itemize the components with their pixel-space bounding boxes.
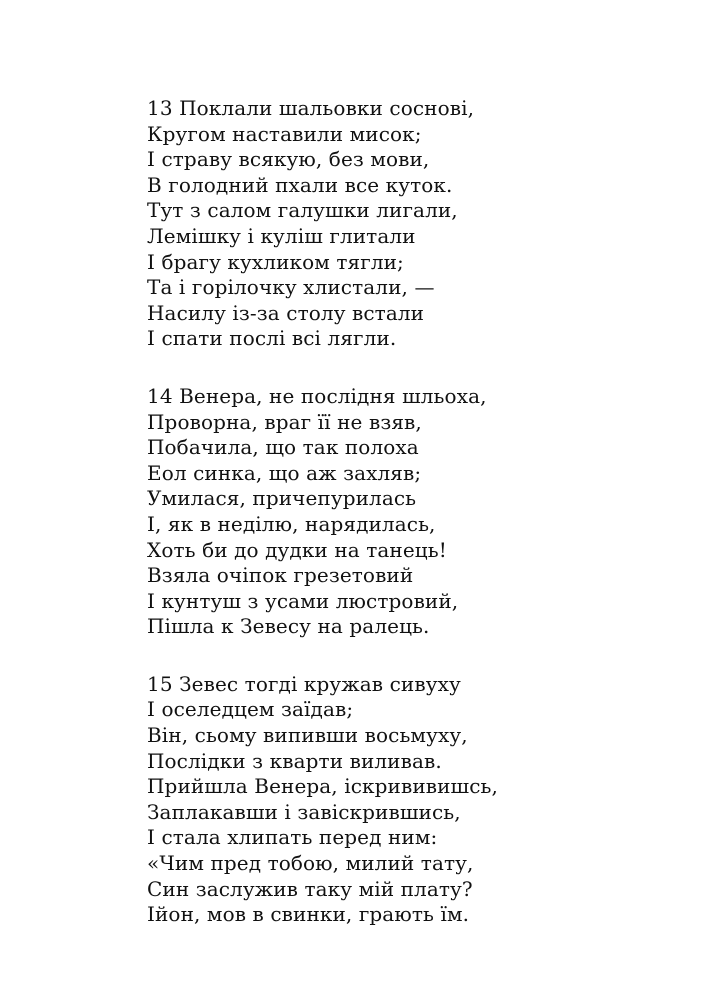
- poem-line: Взяла очіпок грезетовий: [147, 563, 414, 588]
- poem-line: Насилу із-за столу встали: [147, 300, 425, 325]
- poem-line: 13 Поклали шальовки соснові,: [147, 96, 475, 120]
- poem-line: Він, сьому випивши восьмуху,: [147, 723, 468, 748]
- poem-line: Син заслужив таку мій плату?: [147, 876, 473, 901]
- poem-line: Та і горілочку хлистали, —: [147, 275, 435, 300]
- poem-line: Послідки з кварти виливав.: [147, 748, 442, 773]
- poem-line: І, як в неділю, нарядилась,: [147, 511, 436, 536]
- poem-line: В голодний пхали все куток.: [147, 172, 453, 197]
- poem-line: Тут з салом галушки лигали,: [147, 198, 458, 223]
- poem-line: І стала хлипать перед ним:: [147, 825, 438, 850]
- poem-text: [147, 96, 707, 960]
- poem-line: Кругом наставили мисок;: [147, 121, 422, 146]
- poem-line: Еол синка, що аж захляв;: [147, 460, 422, 485]
- poem-line: 15 Зевес тогді кружав сивуху: [147, 671, 461, 696]
- stanza-14: [147, 384, 707, 640]
- poem-line: Заплакавши і завіскрившись,: [147, 799, 461, 824]
- poem-line: Побачила, що так полоха: [147, 435, 419, 460]
- poem-line: 14 Венера, не послідня шльоха,: [147, 383, 487, 408]
- poem-line: І кунтуш з усами люстровий,: [147, 588, 459, 613]
- poem-line: І спати послі всі лягли.: [147, 326, 397, 351]
- poem-line: Лемішку і куліш глитали: [147, 223, 416, 248]
- stanza-15: [147, 672, 707, 928]
- poem-line: І брагу кухликом тягли;: [147, 249, 404, 274]
- poem-line: І страву всякую, без мови,: [147, 147, 430, 172]
- poem-line: Хоть би до дудки на танець!: [147, 537, 447, 562]
- stanza-13: [147, 96, 707, 352]
- poem-line: Ійон, мов в свинки, грають їм.: [147, 902, 470, 927]
- poem-line: І оселедцем заїдав;: [147, 697, 354, 722]
- poem-line: Прийшла Венера, іскрививишсь,: [147, 774, 498, 799]
- poem-line: Проворна, враг її не взяв,: [147, 409, 422, 434]
- poem-line: «Чим пред тобою, милий тату,: [147, 851, 474, 876]
- poem-line: Пішла к Зевесу на ралець.: [147, 614, 430, 639]
- poem-line: Умилася, причепурилась: [147, 486, 417, 511]
